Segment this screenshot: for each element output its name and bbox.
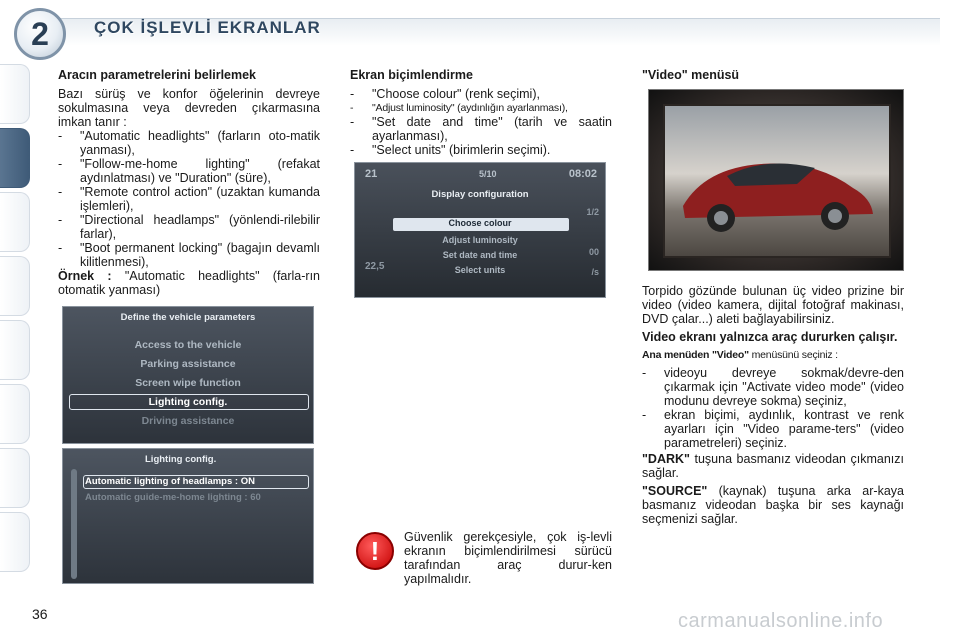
menu-option: Screen wipe function (135, 377, 241, 389)
screen-title: Define the vehicle parameters (120, 312, 256, 323)
status-side-left: 22,5 (365, 261, 385, 272)
section-heading: Aracın parametrelerini belirlemek (58, 68, 257, 82)
screen-lighting-config (62, 448, 314, 584)
status-temperature: 21 (365, 168, 378, 180)
list-item: - videoyu devreye sokmak/devre-den çıkarmak için "Activate video mode" (video modunu devreye sokma) seçiniz, (642, 366, 904, 408)
chapter-tab[interactable] (0, 384, 30, 444)
list-item: - "Automatic headlights" (farların oto-matik yanması), (58, 129, 320, 157)
menu-option: Automatic guide-me-home lighting : 60 (85, 492, 261, 503)
example-text: "Automatic headlights" (farla-rın otomatik yanması) (58, 269, 321, 297)
menu-option-selected: Automatic lighting of headlamps : ON (85, 476, 255, 487)
status-clock: 08:02 (568, 168, 597, 180)
chapter-badge (14, 8, 66, 60)
status-side-right: /s (591, 267, 599, 277)
menu-option: Driving assistance (141, 415, 235, 427)
status-side-right: 1/2 (586, 207, 599, 217)
warning-icon: ! (356, 532, 394, 570)
list-item: - ekran biçimi, aydınlık, kontrast ve renk ayarları için "Video parame-ters" (video parametreleri) seçiniz. (642, 408, 904, 450)
parameter-list (58, 129, 320, 269)
menu-option: Select units (454, 265, 506, 275)
chapter-tab[interactable] (0, 256, 30, 316)
screen-title: Display configuration (431, 189, 529, 200)
list-item: - "Directional headlamps" (yönlendi-rilebilir farlar), (58, 213, 320, 241)
watermark: carmanualsonline.info (678, 610, 884, 632)
list-item: - "Set date and time" (tarih ve saatin ayarlanması), (350, 115, 612, 143)
list-item: - "Boot permanent locking" (bagajın devamlı kilitlenmesi), (58, 241, 320, 269)
menu-option: Access to the vehicle (134, 339, 242, 351)
screen-title: Lighting config. (145, 454, 217, 465)
display-options-list (350, 87, 612, 157)
column-video-menu (642, 68, 904, 87)
section-heading: "Video" menüsü (642, 68, 740, 82)
status-track: 5/10 (479, 169, 497, 179)
video-options-list (642, 366, 904, 450)
warning-note (404, 530, 612, 586)
list-item: - "Choose colour" (renk seçimi), (350, 87, 540, 101)
video-screen-image (663, 104, 891, 258)
intro-paragraph: Bazı sürüş ve konfor öğelerinin devreye sokulmasına veya devreden çıkarmasına imkan tanır : (58, 87, 320, 129)
menu-option: Parking assistance (140, 358, 236, 370)
list-item: - "Adjust luminosity" (aydınlığın ayarlanması), (350, 102, 568, 114)
column-display-config (350, 68, 612, 157)
list-item: - "Remote control action" (uzaktan kumanda işlemleri), (58, 185, 320, 213)
status-side-right: 00 (588, 247, 599, 257)
example-label: Örnek : (58, 269, 112, 283)
menu-option: Set date and time (442, 250, 518, 260)
menu-option-selected: Lighting config. (148, 396, 228, 408)
video-menu-instruction: Ana menüden "Video" menüsünü seçiniz : (642, 349, 838, 361)
chapter-tab[interactable] (0, 192, 30, 252)
column-vehicle-parameters (58, 68, 320, 297)
chapter-tab[interactable] (0, 512, 30, 572)
warning-text: Güvenlik gerekçesiyle, çok iş-levli ekranın biçimlendirilmesi sürücü tarafından araç durur-ken yapılmalıdır. (404, 530, 612, 586)
list-item: - "Select units" (birimlerin seçimi). (350, 143, 551, 157)
chapter-tab[interactable] (0, 64, 30, 124)
menu-option: Adjust luminosity (442, 235, 518, 245)
video-note: Video ekranı yalnızca araç dururken çalışır. (642, 330, 898, 344)
video-intro: Torpido gözünde bulunan üç video prizine bir video (video kamera, dijital fotoğraf makinası, DVD çalar...) aleti bağlayabilirsiniz. (642, 284, 904, 326)
example-paragraph (58, 269, 320, 297)
column-video-text (642, 284, 904, 526)
video-frame (648, 89, 904, 271)
chapter-number: 2 (31, 15, 49, 52)
source-button-note: "SOURCE" (kaynak) tuşuna arka ar-kaya basmanız videodan başka bir ses kaynağı seçmenizi sağlar. (642, 484, 904, 526)
screen-display-config (354, 162, 606, 298)
car-image (665, 106, 889, 256)
dark-button-note: "DARK" tuşuna basmanız videodan çıkmanızı sağlar. (642, 452, 904, 480)
chapter-tab-active[interactable] (0, 128, 30, 188)
chapter-tab-strip (0, 64, 40, 574)
section-heading: Ekran biçimlendirme (350, 68, 473, 82)
page-number: 36 (32, 606, 48, 622)
chapter-tab[interactable] (0, 320, 30, 380)
chapter-title: ÇOK İŞLEVLİ EKRANLAR (94, 18, 321, 37)
chapter-tab[interactable] (0, 448, 30, 508)
scrollbar[interactable] (71, 469, 77, 579)
list-item: - "Follow-me-home lighting" (refakat aydınlatması) ve "Duration" (süre), (58, 157, 320, 185)
screen-vehicle-parameters (62, 306, 314, 444)
menu-option-selected: Choose colour (448, 218, 512, 228)
